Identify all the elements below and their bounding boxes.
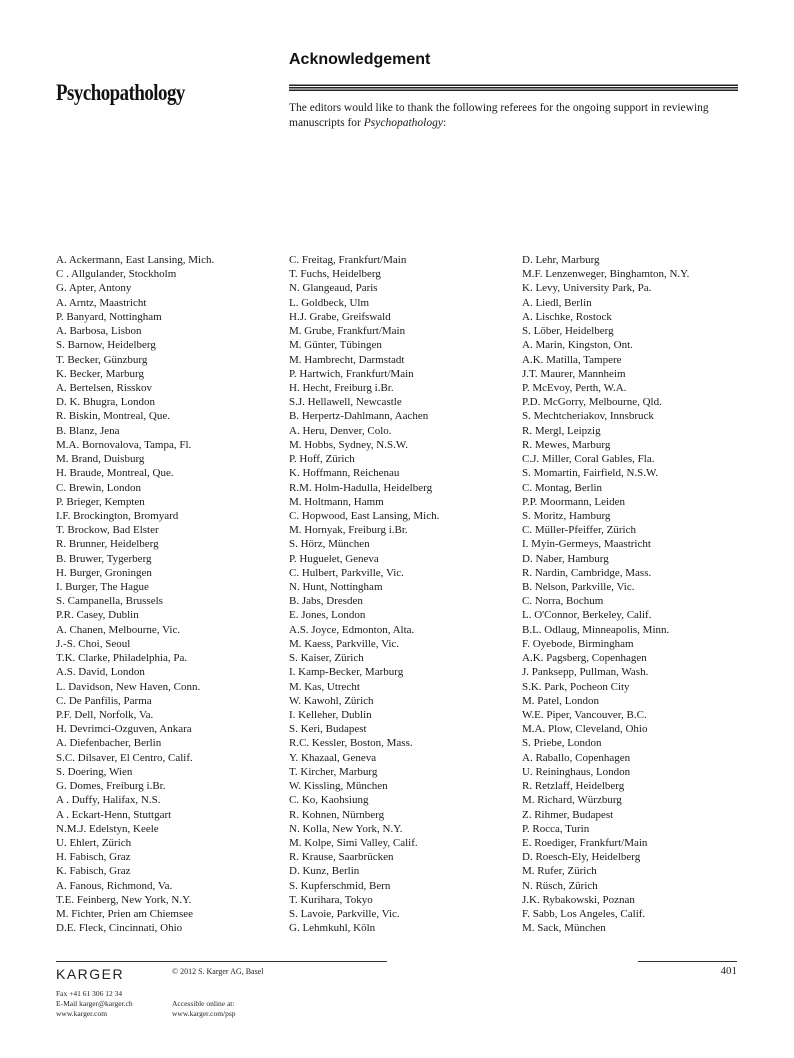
referee-entry: A.K. Matilla, Tampere bbox=[522, 353, 622, 366]
referee-entry: M. Holtmann, Hamm bbox=[289, 495, 384, 508]
journal-website-link[interactable]: www.karger.com/psp bbox=[172, 1009, 236, 1018]
referee-entry: C. Hopwood, East Lansing, Mich. bbox=[289, 509, 440, 522]
referee-entry: P. Rocca, Turin bbox=[522, 822, 590, 835]
referee-entry: A.S. David, London bbox=[56, 666, 145, 679]
referee-entry: T.E. Feinberg, New York, N.Y. bbox=[56, 893, 192, 906]
referee-entry: T. Brockow, Bad Elster bbox=[56, 524, 159, 537]
referee-entry: N. Glangeaud, Paris bbox=[289, 282, 378, 295]
referee-entry: R.M. Holm-Hadulla, Heidelberg bbox=[289, 481, 433, 494]
referee-entry: D. K. Bhugra, London bbox=[56, 396, 155, 409]
referee-entry: H. Devrimci-Ozguven, Ankara bbox=[56, 723, 192, 736]
publisher-website-link[interactable]: www.karger.com bbox=[56, 1009, 108, 1018]
referee-entry: K. Becker, Marburg bbox=[56, 367, 144, 380]
referee-entry: M.A. Plow, Cleveland, Ohio bbox=[522, 723, 648, 736]
referee-entry: H.J. Grabe, Greifswald bbox=[289, 310, 391, 323]
referee-entry: A. Lischke, Rostock bbox=[522, 310, 612, 323]
referee-entry: J.K. Rybakowski, Poznan bbox=[522, 893, 635, 906]
referee-entry: F. Oyebode, Birmingham bbox=[522, 637, 634, 650]
referee-entry: C. Hulbert, Parkville, Vic. bbox=[289, 566, 404, 579]
referee-entry: I. Burger, The Hague bbox=[56, 581, 149, 594]
referee-entry: Z. Rihmer, Budapest bbox=[522, 808, 614, 821]
referee-entry: N. Kolla, New York, N.Y. bbox=[289, 822, 403, 835]
fax-number: Fax +41 61 306 12 34 bbox=[56, 989, 123, 998]
referee-entry: P. Hartwich, Frankfurt/Main bbox=[289, 367, 414, 380]
referee-entry: W.E. Piper, Vancouver, B.C. bbox=[522, 709, 647, 721]
referee-entry: D.E. Fleck, Cincinnati, Ohio bbox=[56, 922, 183, 935]
referee-entry: S. Barnow, Heidelberg bbox=[56, 339, 156, 352]
referee-entry: A. Barbosa, Lisbon bbox=[56, 325, 142, 338]
referee-entry: H. Braude, Montreal, Que. bbox=[56, 467, 174, 480]
referee-entry: A.S. Joyce, Edmonton, Alta. bbox=[289, 623, 415, 636]
referee-entry: P. Banyard, Nottingham bbox=[56, 310, 162, 323]
referee-entry: M. Patel, London bbox=[522, 694, 599, 707]
footer-rule-right bbox=[638, 961, 737, 962]
referee-entry: C. Freitag, Frankfurt/Main bbox=[289, 254, 407, 266]
referee-entry: C. Müller-Pfeiffer, Zürich bbox=[522, 524, 636, 537]
referee-entry: S. Kaiser, Zürich bbox=[289, 652, 364, 665]
referee-entry: K. Fabisch, Graz bbox=[56, 865, 131, 878]
referee-entry: N. Hunt, Nottingham bbox=[289, 581, 383, 594]
email-address[interactable]: E-Mail karger@karger.ch bbox=[56, 999, 133, 1008]
referee-entry: C. Norra, Bochum bbox=[522, 595, 604, 608]
publisher-contact bbox=[56, 989, 133, 1019]
referee-entry: B. Bruwer, Tygerberg bbox=[56, 552, 152, 565]
referee-entry: S. Keri, Budapest bbox=[289, 723, 367, 736]
referee-entry: A. Ackermann, East Lansing, Mich. bbox=[56, 254, 215, 266]
intro-journal-name: Psychopathology bbox=[363, 117, 443, 129]
referee-entry: C . Allgulander, Stockholm bbox=[56, 268, 177, 281]
referee-entry: C. De Panfilis, Parma bbox=[56, 694, 152, 707]
referee-entry: M. Richard, Würzburg bbox=[522, 794, 622, 807]
referee-entry: P. Hoff, Zürich bbox=[289, 453, 355, 466]
referee-entry: J. Panksepp, Pullman, Wash. bbox=[522, 666, 649, 679]
referee-entry: T.K. Clarke, Philadelphia, Pa. bbox=[56, 652, 188, 665]
referee-entry: I. Myin-Germeys, Maastricht bbox=[522, 538, 651, 551]
referee-entry: R. Biskin, Montreal, Que. bbox=[56, 410, 170, 423]
referee-entry: P.D. McGorry, Melbourne, Qld. bbox=[522, 396, 662, 409]
referee-entry: S. Mechtcheriakov, Innsbruck bbox=[522, 410, 654, 423]
referee-entry: U. Ehlert, Zürich bbox=[56, 836, 132, 849]
referee-entry: S. Löber, Heidelberg bbox=[522, 325, 614, 338]
referee-entry: W. Kawohl, Zürich bbox=[289, 694, 374, 707]
referee-entry: A. Fanous, Richmond, Va. bbox=[56, 879, 173, 892]
referee-entry: S. Doering, Wien bbox=[56, 765, 133, 778]
referee-entry: M. Günter, Tübingen bbox=[289, 339, 382, 352]
referee-entry: F. Sabb, Los Angeles, Calif. bbox=[522, 908, 646, 921]
referee-entry: D. Kunz, Berlin bbox=[289, 865, 360, 878]
acknowledgement-heading: Acknowledgement bbox=[289, 51, 431, 68]
online-access bbox=[172, 999, 236, 1019]
referee-entry: S. Momartin, Fairfield, N.S.W. bbox=[522, 467, 659, 480]
referee-column-3 bbox=[522, 253, 689, 936]
referee-entry: C. Ko, Kaohsiung bbox=[289, 794, 369, 807]
referee-entry: I.F. Brockington, Bromyard bbox=[56, 509, 179, 522]
referee-entry: L. Davidson, New Haven, Conn. bbox=[56, 680, 201, 693]
referee-entry: T. Kurihara, Tokyo bbox=[289, 893, 373, 906]
referee-entry: A. Diefenbacher, Berlin bbox=[56, 737, 162, 750]
online-access-label: Accessible online at: bbox=[172, 999, 235, 1008]
intro-end: : bbox=[442, 117, 447, 129]
referee-entry: R. Mergl, Leipzig bbox=[522, 424, 601, 437]
heading-rule bbox=[289, 84, 738, 91]
referee-entry: P. McEvoy, Perth, W.A. bbox=[522, 381, 627, 394]
referee-entry: S. Kupferschmid, Bern bbox=[289, 879, 391, 892]
referee-entry: J.T. Maurer, Mannheim bbox=[522, 367, 626, 380]
referee-entry: A.K. Pagsberg, Copenhagen bbox=[522, 652, 647, 665]
referee-entry: E. Roediger, Frankfurt/Main bbox=[522, 836, 648, 849]
referee-entry: M.A. Bornovalova, Tampa, Fl. bbox=[56, 438, 192, 451]
referee-entry: D. Roesch-Ely, Heidelberg bbox=[522, 851, 641, 864]
referee-entry: A. Arntz, Maastricht bbox=[56, 296, 147, 309]
referee-entry: H. Fabisch, Graz bbox=[56, 851, 131, 864]
referee-entry: N.M.J. Edelstyn, Keele bbox=[56, 822, 159, 835]
referee-entry: A . Duffy, Halifax, N.S. bbox=[56, 794, 161, 807]
intro-text: The editors would like to thank the following referees for the ongoing support in reviewing manuscripts for bbox=[289, 102, 709, 129]
referee-entry: Y. Khazaal, Geneva bbox=[289, 751, 377, 764]
referee-entry: M. Sack, München bbox=[522, 922, 606, 935]
referee-entry: C.J. Miller, Coral Gables, Fla. bbox=[522, 453, 655, 466]
referee-entry: M. Kas, Utrecht bbox=[289, 680, 360, 693]
referee-entry: T. Becker, Günzburg bbox=[56, 353, 148, 366]
referee-entry: A. Raballo, Copenhagen bbox=[522, 751, 631, 764]
referee-entry: M. Grube, Frankfurt/Main bbox=[289, 325, 406, 338]
footer-rule-left bbox=[56, 961, 387, 962]
referee-column-2 bbox=[289, 253, 439, 936]
referee-entry: R. Brunner, Heidelberg bbox=[56, 538, 159, 551]
referee-entry: N. Rüsch, Zürich bbox=[522, 879, 598, 892]
referee-entry: B. Blanz, Jena bbox=[56, 424, 120, 437]
referee-entry: B. Nelson, Parkville, Vic. bbox=[522, 581, 635, 594]
referee-entry: U. Reininghaus, London bbox=[522, 765, 631, 778]
referee-entry: B. Jabs, Dresden bbox=[289, 595, 363, 608]
referee-entry: A . Eckart-Henn, Stuttgart bbox=[56, 808, 172, 821]
referee-entry: M. Rufer, Zürich bbox=[522, 865, 597, 878]
referee-entry: R. Nardin, Cambridge, Mass. bbox=[522, 566, 652, 579]
copyright-notice: © 2012 S. Karger AG, Basel bbox=[172, 967, 264, 976]
referee-entry: A. Liedl, Berlin bbox=[522, 296, 592, 309]
journal-title: Psychopathology bbox=[56, 80, 185, 105]
referee-entry: T. Fuchs, Heidelberg bbox=[289, 268, 381, 281]
referee-entry: T. Kircher, Marburg bbox=[289, 765, 378, 778]
referee-entry: K. Hoffmann, Reichenau bbox=[289, 467, 400, 480]
referee-entry: S. Campanella, Brussels bbox=[56, 595, 163, 608]
referee-entry: M. Hambrecht, Darmstadt bbox=[289, 353, 405, 366]
referee-column-1 bbox=[56, 253, 214, 936]
referee-entry: H. Hecht, Freiburg i.Br. bbox=[289, 381, 394, 394]
referee-entry: I. Kamp-Becker, Marburg bbox=[289, 666, 404, 679]
referee-entry: M. Brand, Duisburg bbox=[56, 453, 145, 466]
referee-entry: B.L. Odlaug, Minneapolis, Minn. bbox=[522, 623, 670, 636]
referee-entry: S.C. Dilsaver, El Centro, Calif. bbox=[56, 751, 193, 764]
referee-entry: R. Retzlaff, Heidelberg bbox=[522, 780, 625, 793]
referee-entry: P. Brieger, Kempten bbox=[56, 495, 145, 508]
referee-entry: S. Lavoie, Parkville, Vic. bbox=[289, 908, 400, 921]
referee-entry: E. Jones, London bbox=[289, 609, 366, 622]
referee-entry: C. Brewin, London bbox=[56, 481, 141, 494]
referee-entry: A. Chanen, Melbourne, Vic. bbox=[56, 623, 181, 636]
referee-entry: G. Domes, Freiburg i.Br. bbox=[56, 780, 166, 793]
referee-entry: D. Lehr, Marburg bbox=[522, 254, 600, 266]
referee-entry: P.R. Casey, Dublin bbox=[56, 609, 139, 622]
referee-entry: L. Goldbeck, Ulm bbox=[289, 296, 370, 309]
referee-entry: S.K. Park, Pocheon City bbox=[522, 680, 630, 693]
referee-entry: M. Hornyak, Freiburg i.Br. bbox=[289, 524, 408, 537]
referee-entry: K. Levy, University Park, Pa. bbox=[522, 282, 652, 295]
referee-entry: W. Kissling, München bbox=[289, 780, 388, 793]
referee-entry: P.F. Dell, Norfolk, Va. bbox=[56, 709, 154, 721]
referee-entry: I. Kelleher, Dublin bbox=[289, 709, 372, 721]
referee-entry: A. Heru, Denver, Colo. bbox=[289, 424, 392, 437]
referee-entry: B. Herpertz-Dahlmann, Aachen bbox=[289, 410, 429, 423]
referee-entry: J.-S. Choi, Seoul bbox=[56, 637, 131, 650]
referee-entry: M. Fichter, Prien am Chiemsee bbox=[56, 908, 194, 921]
referee-entry: A. Marin, Kingston, Ont. bbox=[522, 339, 633, 352]
referee-entry: R. Krause, Saarbrücken bbox=[289, 851, 394, 864]
referee-entry: M. Hobbs, Sydney, N.S.W. bbox=[289, 438, 408, 451]
referee-entry: D. Naber, Hamburg bbox=[522, 552, 609, 565]
referee-entry: H. Burger, Groningen bbox=[56, 566, 152, 579]
referee-entry: P. Huguelet, Geneva bbox=[289, 552, 379, 565]
referee-entry: S. Moritz, Hamburg bbox=[522, 509, 611, 522]
referee-entry: S. Priebe, London bbox=[522, 737, 602, 750]
intro-paragraph bbox=[289, 101, 741, 131]
referee-entry: M.F. Lenzenweger, Binghamton, N.Y. bbox=[522, 268, 690, 281]
referee-entry: G. Apter, Antony bbox=[56, 282, 132, 295]
referee-entry: G. Lehmkuhl, Köln bbox=[289, 922, 376, 935]
referee-entry: M. Kolpe, Simi Valley, Calif. bbox=[289, 836, 418, 849]
referee-entry: S. Hörz, München bbox=[289, 538, 370, 551]
referee-entry: S.J. Hellawell, Newcastle bbox=[289, 396, 402, 409]
referee-entry: M. Kaess, Parkville, Vic. bbox=[289, 637, 400, 650]
referee-entry: A. Bertelsen, Risskov bbox=[56, 381, 152, 394]
referee-entry: L. O'Connor, Berkeley, Calif. bbox=[522, 609, 652, 622]
referee-entry: P.P. Moormann, Leiden bbox=[522, 495, 625, 508]
referee-entry: R. Mewes, Marburg bbox=[522, 438, 611, 451]
referee-entry: R.C. Kessler, Boston, Mass. bbox=[289, 737, 413, 750]
referee-entry: R. Kohnen, Nürnberg bbox=[289, 808, 385, 821]
publisher-logo: KARGER bbox=[56, 966, 125, 982]
referee-entry: C. Montag, Berlin bbox=[522, 481, 603, 494]
page-number: 401 bbox=[720, 965, 737, 977]
